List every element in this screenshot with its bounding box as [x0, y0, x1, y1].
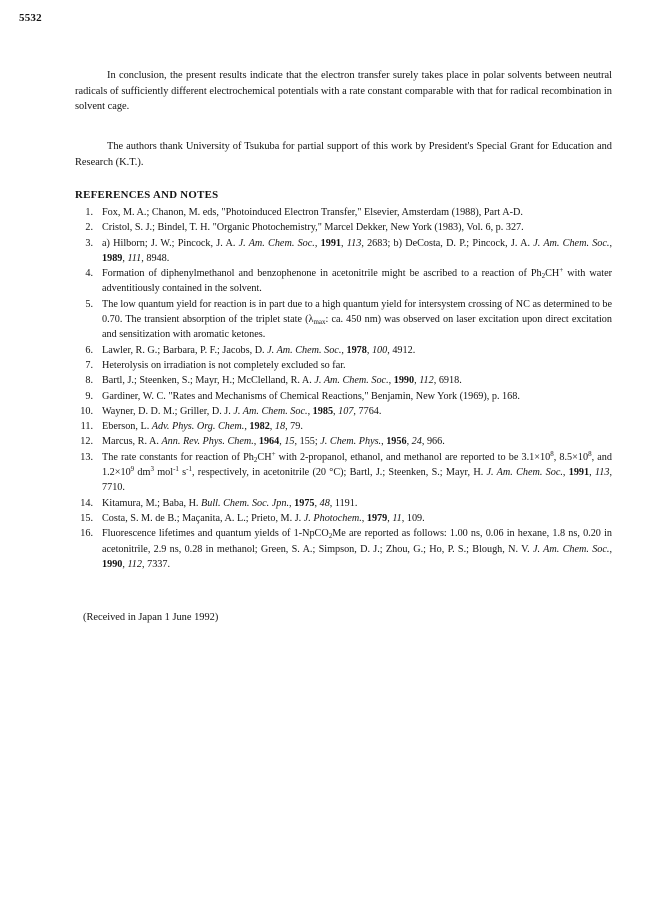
- reference-number: 6.: [85, 344, 93, 356]
- reference-item: [75, 526, 612, 572]
- reference-item: [75, 404, 612, 419]
- conclusion-paragraph: [75, 68, 612, 115]
- references-list: [75, 205, 612, 572]
- reference-number: 15.: [80, 512, 93, 524]
- reference-number: 2.: [85, 222, 93, 234]
- reference-number: 5.: [85, 298, 93, 310]
- reference-text: Fox, M. A.; Chanon, M. eds, "Photoinduced Electron Transfer," Elsevier, Amsterdam (1988), Part A-D.: [102, 207, 523, 218]
- reference-number: 4.: [85, 268, 93, 280]
- received-date: (Received in Japan 1 June 1992): [83, 612, 219, 623]
- reference-item: [75, 434, 612, 449]
- reference-text: Marcus, R. A. Ann. Rev. Phys. Chem., 1964, 15, 155; J. Chem. Phys., 1956, 24, 966.: [102, 436, 445, 448]
- reference-text: The low quantum yield for reaction is in part due to a high quantum yield for intersystem crossing of NC as determined to be 0.70. The transient absorption of the triplet state ($\lambda_{max}$: ca. 450 nm) was observed on laser excitation upon direct excitation and sensitization with aromatic ketones.: [102, 298, 612, 341]
- reference-number: 12.: [80, 436, 93, 448]
- reference-item: [75, 236, 612, 267]
- acknowledgement-paragraph: [75, 139, 612, 170]
- reference-item: [75, 220, 612, 235]
- reference-number: 7.: [85, 359, 93, 371]
- reference-number: 9.: [85, 390, 93, 402]
- reference-number: 3.: [85, 237, 93, 249]
- reference-item: [75, 450, 612, 496]
- reference-text: Eberson, L. Adv. Phys. Org. Chem., 1982, 18, 79.: [102, 421, 303, 433]
- reference-text: Lawler, R. G.; Barbara, P. F.; Jacobs, D. J. Am. Chem. Soc., 1978, 100, 4912.: [102, 344, 416, 356]
- reference-item: [75, 205, 612, 220]
- reference-text: The rate constants for reaction of $Ph_2CH^+$ with 2-propanol, ethanol, and methanol are reported to be $3.1\times 10^8$, $8.5\times 10^8$, and $1.2\times 10^9$ $dm^3$ mol$^{-1}$ $s^{-1}$, respectively, in acetonitrile (20 °C); Bartl, J.; Steenken, S.; Mayr, H. J. Am. Chem. Soc., 1991, 113, 7710.: [102, 449, 612, 494]
- reference-text: Bartl, J.; Steenken, S.; Mayr, H.; McClelland, R. A. J. Am. Chem. Soc., 1990, 112, 6918.: [102, 375, 462, 387]
- reference-text: Costa, S. M. de B.; Maçanita, A. L.; Prieto, M. J. J. Photochem., 1979, 11, 109.: [102, 512, 425, 524]
- conclusion-text: In conclusion, the present results indicate that the electron transfer surely takes place in polar solvents between neutral radicals of sufficiently different electrochemical potentials with a rate constant comparable with that for radical recombination in solvent cage.: [75, 70, 612, 112]
- reference-text: Formation of diphenylmethanol and benzophenone in acetonitrile might be ascribed to a reaction of $Ph_2CH^+$ with water adventitiously contained in the solvent.: [102, 266, 612, 295]
- reference-text: Kitamura, M.; Baba, H. Bull. Chem. Soc. Jpn., 1975, 48, 1191.: [102, 497, 358, 509]
- reference-item: [75, 358, 612, 373]
- reference-item: [75, 266, 612, 297]
- page-number: 5532: [19, 12, 42, 24]
- acknowledgement-text: The authors thank University of Tsukuba for partial support of this work by President's Special Grant for Education and Research (K.T.).: [75, 141, 612, 168]
- reference-number: 11.: [80, 421, 93, 433]
- reference-item: [75, 373, 612, 388]
- reference-item: [75, 496, 612, 511]
- reference-text: a) Hilborn; J. W.; Pincock, J. A. J. Am. Chem. Soc., 1991, 113, 2683; b) DeCosta, D. P.; Pincock, J. A. J. Am. Chem. Soc., 1989, 111, 8948.: [102, 237, 613, 264]
- reference-item: [75, 297, 612, 343]
- reference-text: Heterolysis on irradiation is not completely excluded so far.: [102, 359, 346, 371]
- references-heading: REFERENCES AND NOTES: [75, 189, 219, 201]
- reference-number: 13.: [80, 451, 93, 463]
- reference-number: 16.: [80, 528, 93, 540]
- reference-number: 10.: [80, 405, 93, 417]
- reference-item: [75, 343, 612, 358]
- reference-text: Gardiner, W. C. "Rates and Mechanisms of Chemical Reactions," Benjamin, New York (1969), p. 168.: [102, 390, 520, 402]
- reference-text: Wayner, D. D. M.; Griller, D. J. J. Am. Chem. Soc., 1985, 107, 7764.: [102, 405, 382, 417]
- reference-number: 14.: [80, 497, 93, 509]
- reference-item: [75, 419, 612, 434]
- reference-number: 8.: [85, 375, 93, 387]
- reference-text: Cristol, S. J.; Bindel, T. H. "Organic Photochemistry," Marcel Dekker, New York (1983), Vol. 6, p. 327.: [102, 222, 524, 234]
- reference-item: [75, 389, 612, 404]
- reference-item: [75, 511, 612, 526]
- reference-text: Fluorescence lifetimes and quantum yields of 1-NpCO$_2$Me are reported as follows: 1.00 ns, 0.06 in hexane, 1.8 ns, 0.20 in acetonitrile, 2.9 ns, 0.28 in methanol; Green, S. A.; Simpson, D. J.; Zhou, G.; Ho, P. S.; Blough, N. V. J. Am. Chem. Soc., 1990, 112, 7337.: [102, 528, 612, 570]
- reference-number: 1.: [85, 207, 93, 218]
